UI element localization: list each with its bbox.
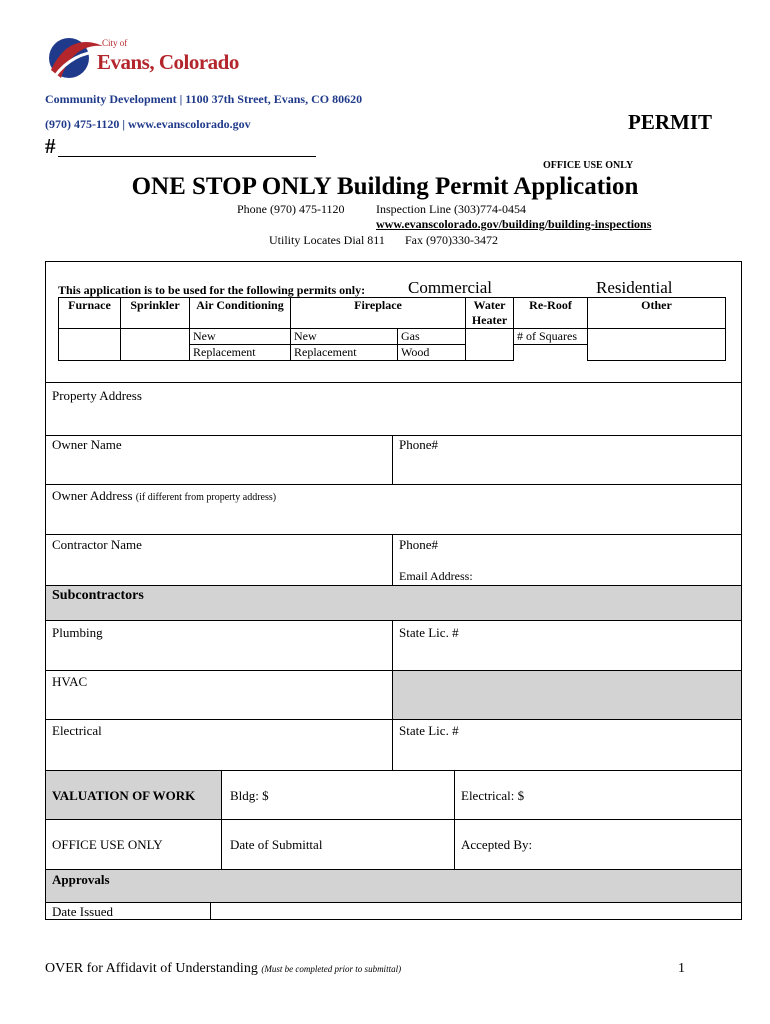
phone-number: Phone (970) 475-1120 bbox=[237, 202, 345, 216]
owner-phone-label: Phone# bbox=[399, 437, 438, 452]
fax-number: Fax (970)330-3472 bbox=[405, 233, 498, 247]
hvac-license-shaded bbox=[392, 670, 742, 720]
logo-city-of: City of bbox=[102, 38, 128, 48]
accepted-by-label: Accepted By: bbox=[461, 837, 533, 852]
date-issued-cell bbox=[45, 902, 211, 920]
contractor-phone-label: Phone# bbox=[399, 537, 438, 552]
approvals-label: Approvals bbox=[52, 872, 110, 887]
permit-hash: # bbox=[45, 134, 56, 158]
affidavit-note: (Must be completed prior to submittal) bbox=[261, 964, 402, 974]
property-address-field[interactable] bbox=[45, 382, 742, 436]
reroof-header[interactable]: Re-Roof bbox=[514, 298, 588, 329]
ac-new[interactable]: New bbox=[190, 329, 291, 345]
reroof-squares[interactable]: # of Squares bbox=[514, 329, 588, 345]
contractor-phone-field[interactable] bbox=[392, 534, 742, 586]
accepted-by-field[interactable] bbox=[454, 819, 742, 870]
furnace-cell[interactable] bbox=[59, 329, 121, 361]
approvals-header bbox=[45, 869, 742, 903]
electrical-label: Electrical bbox=[52, 723, 102, 738]
office-use-label: OFFICE USE ONLY bbox=[543, 160, 634, 171]
office-use-label-2: OFFICE USE ONLY bbox=[52, 837, 163, 852]
contact-line: (970) 475-1120 | www.evanscolorado.gov bbox=[45, 117, 251, 131]
permit-number-line bbox=[58, 156, 316, 157]
permit-types-table bbox=[58, 297, 726, 361]
plumbing-field[interactable] bbox=[45, 620, 393, 671]
water-heater-header[interactable]: Water Heater bbox=[466, 298, 514, 329]
fireplace-gas[interactable]: Gas bbox=[398, 329, 466, 345]
sprinkler-header[interactable]: Sprinkler bbox=[121, 298, 190, 329]
reroof-spacer bbox=[514, 345, 588, 361]
bldg-label: Bldg: $ bbox=[230, 788, 269, 803]
owner-name-field[interactable] bbox=[45, 435, 393, 485]
inspection-line: Inspection Line (303)774-0454 bbox=[376, 202, 526, 216]
page-number: 1 bbox=[678, 961, 685, 976]
fireplace-wood[interactable]: Wood bbox=[398, 345, 466, 361]
footer-note bbox=[45, 961, 401, 977]
ac-replacement[interactable]: Replacement bbox=[190, 345, 291, 361]
electrical-valuation-field[interactable] bbox=[454, 770, 742, 820]
office-use-cell bbox=[45, 819, 222, 870]
plumbing-label: Plumbing bbox=[52, 625, 103, 640]
fireplace-new[interactable]: New bbox=[291, 329, 398, 345]
subcontractors-label: Subcontractors bbox=[52, 588, 144, 603]
page-title: ONE STOP ONLY Building Permit Application bbox=[131, 173, 639, 200]
hvac-field[interactable] bbox=[45, 670, 393, 720]
permit-intro: This application is to be used for the following permits only: bbox=[58, 283, 366, 297]
fireplace-replacement[interactable]: Replacement bbox=[291, 345, 398, 361]
date-submittal-label: Date of Submittal bbox=[230, 837, 323, 852]
electrical-license-label: State Lic. # bbox=[399, 723, 459, 738]
electrical-field[interactable] bbox=[45, 719, 393, 771]
subcontractors-header bbox=[45, 585, 742, 621]
property-address-label: Property Address bbox=[52, 388, 142, 403]
date-submittal-field[interactable] bbox=[221, 819, 455, 870]
sprinkler-cell[interactable] bbox=[121, 329, 190, 361]
email-label: Email Address: bbox=[399, 569, 473, 583]
date-issued-label: Date Issued bbox=[52, 904, 114, 919]
website-link[interactable]: www.evanscolorado.gov/building/building-inspections bbox=[376, 217, 652, 231]
contractor-name-field[interactable] bbox=[45, 534, 393, 586]
other-cell[interactable] bbox=[588, 329, 726, 361]
valuation-header bbox=[45, 770, 222, 820]
permit-label: PERMIT bbox=[628, 110, 712, 134]
electrical-license-field[interactable] bbox=[392, 719, 742, 771]
valuation-label: VALUATION OF WORK bbox=[52, 788, 196, 803]
plumbing-license-label: State Lic. # bbox=[399, 625, 459, 640]
address-line: Community Development | 1100 37th Street, Evans, CO 80620 bbox=[45, 92, 363, 106]
water-heater-cell[interactable] bbox=[466, 329, 514, 361]
bldg-valuation-field[interactable] bbox=[221, 770, 455, 820]
owner-address-label: Owner Address (if different from property address) bbox=[52, 488, 277, 503]
electrical-valuation-label: Electrical: $ bbox=[461, 788, 525, 803]
contractor-name-label: Contractor Name bbox=[52, 537, 142, 552]
logo-city-name: Evans, Colorado bbox=[97, 50, 239, 74]
ac-header[interactable]: Air Conditioning bbox=[190, 298, 291, 329]
furnace-header[interactable]: Furnace bbox=[59, 298, 121, 329]
hvac-label: HVAC bbox=[52, 674, 88, 689]
owner-address-field[interactable] bbox=[45, 484, 742, 535]
owner-phone-field[interactable] bbox=[392, 435, 742, 485]
owner-name-label: Owner Name bbox=[52, 437, 122, 452]
plumbing-license-field[interactable] bbox=[392, 620, 742, 671]
utility-locates: Utility Locates Dial 811 bbox=[269, 233, 385, 247]
affidavit-text: OVER for Affidavit of Understanding bbox=[45, 961, 258, 976]
residential-option[interactable]: Residential bbox=[596, 278, 673, 297]
city-logo bbox=[45, 30, 239, 90]
other-header[interactable]: Other bbox=[588, 298, 726, 329]
commercial-option[interactable]: Commercial bbox=[408, 278, 493, 297]
date-issued-field[interactable] bbox=[210, 902, 742, 920]
fireplace-header[interactable]: Fireplace bbox=[291, 298, 466, 329]
